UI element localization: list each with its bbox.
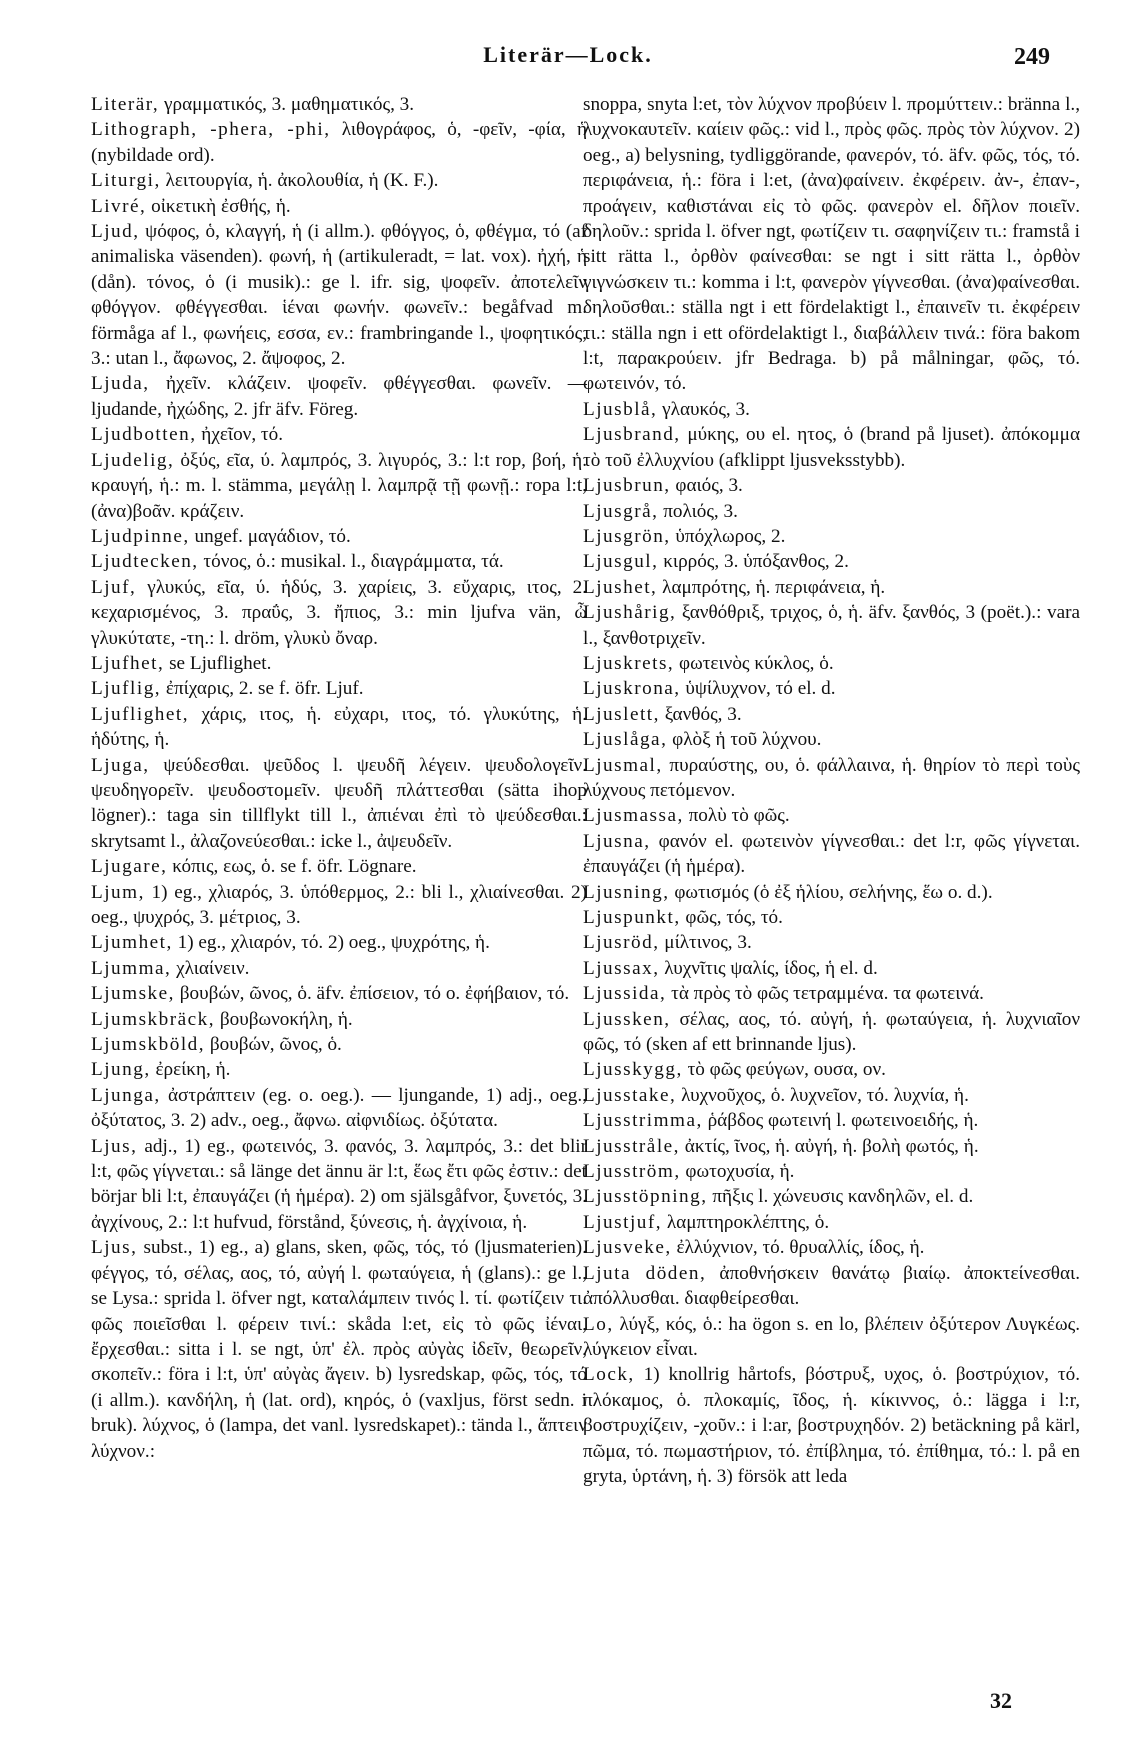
entry-definition: se Ljuflighet. (164, 652, 272, 674)
entry-headword: Ljumma, (91, 957, 172, 979)
entry-definition: τὰ πρὸς τὸ φῶς τετραμμένα. τα φωτεινά. (666, 983, 984, 1005)
dictionary-entry (91, 651, 587, 676)
entry-definition: σέλας, αος, τό. αὐγή, ἡ. φωταύγεια, ἡ. λυχνιαῖον φῶς, τό (sken af ett brinnande ljus). (583, 1008, 1080, 1056)
dictionary-entry (91, 676, 587, 701)
entry-headword: Ljusblå, (583, 398, 658, 420)
entry-definition: ἀστράπτειν (eg. o. oeg.). — ljungande, 1) adj., oeg., ὀξύτατος, 3. 2) adv., oeg., ἄφνω. αἰφνιδίως. ὀξύτατα. (91, 1084, 587, 1132)
dictionary-entry (583, 422, 1080, 473)
entry-headword: Ljusstråle, (583, 1135, 680, 1157)
right-column (583, 92, 1080, 1489)
signature-mark: 32 (990, 1688, 1012, 1713)
entry-definition: μύκης, ου el. ητος, ὁ (brand på ljuset). ἀπόκομμα τὸ τοῦ ἐλλυχνίου (afklippt ljusveksstybb). (583, 424, 1080, 471)
entry-headword: Ljusbrun, (583, 475, 671, 497)
entry-definition: λαμπρότης, ἡ. περιφάνεια, ἡ. (657, 576, 886, 598)
entry-definition: λιθογράφος, ὁ, -φεῖν, -φία, ἡ (nybildade ord). (91, 119, 587, 166)
entry-headword: Ljus, (91, 1135, 138, 1157)
dictionary-entry (91, 956, 587, 981)
entry-headword: Ljusström, (583, 1161, 681, 1183)
entry-headword: Ljumhet, (91, 932, 173, 954)
entry-headword: Ljudbotten, (91, 424, 197, 446)
dictionary-entry (91, 371, 587, 422)
dictionary-entry (583, 1261, 1080, 1312)
entry-headword: Ljussken, (583, 1008, 671, 1030)
dictionary-entry (583, 524, 1080, 549)
entry-headword: Livré, (91, 195, 147, 217)
entry-definition: λαμπτηροκλέπτης, ὁ. (662, 1211, 830, 1233)
dictionary-entry (583, 930, 1080, 955)
dictionary-entry (583, 1312, 1080, 1363)
entry-definition: ἀποθνήσκειν θανάτῳ βιαίῳ. ἀποκτείνεσθαι. ἀπόλλυσθαι. διαφθείρεσθαι. (583, 1262, 1080, 1310)
dictionary-entry (91, 854, 587, 879)
dictionary-entry (583, 753, 1080, 804)
dictionary-entry (91, 549, 587, 574)
dictionary-entry (91, 422, 587, 447)
left-column (91, 92, 587, 1464)
entry-headword: Ljumske, (91, 983, 175, 1005)
entry-definition: ξανθός, 3. (659, 703, 742, 725)
dictionary-entry (91, 524, 587, 549)
dictionary-entry (583, 829, 1080, 880)
entry-headword: Ljusna, (583, 830, 651, 852)
dictionary-entry (91, 194, 587, 219)
entry-definition: μίλτινος, 3. (659, 932, 752, 954)
dictionary-entry (91, 1083, 587, 1134)
dictionary-entry (583, 651, 1080, 676)
entry-headword: Ljuta döden, (583, 1262, 707, 1284)
entry-headword: Ljuskrets, (583, 652, 675, 674)
entry-headword: Ljus, (91, 1237, 138, 1259)
entry-headword: Ljusstrimma, (583, 1110, 703, 1132)
entry-definition: ψεύδεσθαι. ψεῦδος l. ψευδῆ λέγειν. ψευδολογεῖν. ψευδηγορεῖν. ψευδοστομεῖν. ψευδῆ πλάττεσθαι (sätta ihop lögner).: taga sin tillflykt till l., ἀπιέναι ἐπὶ τὸ ψεύδεσθαι.: skrytsamt l., ἀλαζονεύεσθαι.: icke l., ἀψευδεῖν. (91, 754, 587, 852)
entry-headword: Ljusgrön, (583, 525, 671, 547)
dictionary-entry (583, 1108, 1080, 1133)
entry-headword: Lock, (583, 1364, 635, 1386)
entry-definition: ῥάβδος φωτεινή l. φωτεινοειδής, ἡ. (702, 1110, 979, 1132)
entry-headword: Ljusgul, (583, 551, 659, 573)
entry-definition: φωτοχυσία, ἡ. (680, 1161, 795, 1183)
dictionary-entry (583, 1362, 1080, 1489)
entry-definition: ἐπίχαρις, 2. se f. öfr. Ljuf. (161, 678, 364, 700)
entry-headword: Ljusning, (583, 881, 670, 903)
dictionary-entry (91, 168, 587, 193)
dictionary-entry (91, 1235, 587, 1464)
dictionary-entry (91, 117, 587, 168)
dictionary-entry (91, 1134, 587, 1236)
entry-headword: Ljud, (91, 221, 140, 243)
entry-headword: Ljunga, (91, 1084, 161, 1106)
entry-headword: Ljuf, (91, 576, 137, 598)
entry-definition: 1) eg., χλιαρόν, τό. 2) oeg., ψυχρότης, ἡ. (172, 932, 490, 954)
entry-definition: χάρις, ιτος, ἡ. εὐχαρι, ιτος, τό. γλυκύτης, ἡ. ἡδύτης, ἡ. (91, 703, 587, 751)
dictionary-entry (583, 880, 1080, 905)
dictionary-entry (91, 448, 587, 524)
entry-definition: τὸ φῶς φεύγων, ουσα, ον. (682, 1059, 886, 1081)
entry-headword: Ljuslåga, (583, 729, 668, 751)
dictionary-entry (583, 1235, 1080, 1260)
dictionary-entry (583, 956, 1080, 981)
entry-headword: Ljushet, (583, 576, 658, 598)
entry-headword: Liturgi, (91, 170, 161, 192)
dictionary-entry (583, 1083, 1080, 1108)
entry-headword: Ljusmassa, (583, 805, 684, 827)
entry-headword: Lithograph, -phera, -phi, (91, 119, 331, 141)
dictionary-entry (91, 880, 587, 931)
entry-headword: Ljum, (91, 881, 145, 903)
entry-headword: Ljuda, (91, 373, 150, 395)
dictionary-entry (583, 549, 1080, 574)
running-head: Literär—Lock. (483, 42, 653, 67)
entry-definition: τόνος, ὁ.: musikal. l., διαγράμματα, τά. (198, 551, 504, 573)
dictionary-entry (583, 600, 1080, 651)
entry-headword: Ljusröd, (583, 932, 660, 954)
dictionary-entry (583, 1159, 1080, 1184)
dictionary-entry (91, 575, 587, 651)
dictionary-entry (583, 803, 1080, 828)
entry-definition: λύγξ, κός, ὁ.: ha ögon s. en lo, βλέπειν ὀξύτερον Λυγκέως. λύγκειον εἶναι. (583, 1313, 1080, 1360)
entry-definition: πολὺ τὸ φῶς. (683, 805, 790, 827)
entry-definition: ἠχεῖον, τό. (196, 424, 284, 446)
entry-definition: snoppa, snyta l:et, τὸν λύχνον προβύειν l. προμύττειν.: bränna l., λυχνοκαυτεῖν. καίειν φῶς.: vid l., πρὸς φῶς. πρὸς τὸν λύχνον. 2) oeg., a) belysning, tydliggörande, φανερόν, τό. äfv. φῶς, τός, τό. περιφάνεια, ἡ.: föra i l:et, (ἀνα)φαίνειν. ἐκφέρειν. ἀν-, ἐπαν-, προάγειν, καθιστάναι εἰς τὸ φῶς. φανερὸν el. δῆλον ποιεῖν. δηλοῦν.: sprida l. öfver ngt, φωτίζειν τι. σαφηνίζειν τι.: framstå i sitt rätta l., ὀρθὸν φαίνεσθαι: se ngt i sitt rätta l., ὀρθὸν γιγνώσκειν τι.: komma i l:t, φανερὸν γίγνεσθαι. (ἀνα)φαίνεσθαι. δηλοῦσθαι.: ställa ngt i ett fördelaktigt l., ἐπαινεῖν τι. ἐκφέρειν τι.: ställa ngn i ett ofördelaktigt l., διαβάλλειν τινά.: föra bakom l:t, παρακρούειν. jfr Bedraga. b) på målningar, φῶς, τό. φωτεινόν, τό. (583, 94, 1080, 395)
entry-definition: βουβωνοκήλη, ἡ. (215, 1008, 353, 1030)
entry-headword: Ljussida, (583, 983, 667, 1005)
entry-headword: Ljumskbräck, (91, 1008, 216, 1030)
entry-definition: ὑπόχλωρος, 2. (670, 525, 786, 547)
dictionary-entry (583, 1057, 1080, 1082)
entry-headword: Ljusbrand, (583, 424, 681, 446)
entry-definition: ξανθόθριξ, τριχος, ὁ, ἡ. äfv. ξανθός, 3 (poët.).: vara l., ξανθοτριχεῖν. (583, 602, 1080, 649)
dictionary-entry (583, 981, 1080, 1006)
entry-definition: ἐλλύχνιον, τό. θρυαλλίς, ίδος, ἡ. (671, 1237, 925, 1259)
entry-definition: πυραύστης, ου, ὁ. φάλλαινα, ἡ. θηρίον τὸ περὶ τοὺς λύχνους πετόμενον. (583, 754, 1080, 801)
entry-headword: Ljusmal, (583, 754, 663, 776)
entry-headword: Ljudelig, (91, 449, 175, 471)
dictionary-entry (583, 499, 1080, 524)
dictionary-entry (91, 1057, 587, 1082)
entry-definition: adj., 1) eg., φωτεινός, 3. φανός, 3. λαμπρός, 3.: det blir l:t, φῶς γίγνεται.: så länge det ännu är l:t, ἕως ἔτι φῶς ἐστιν.: det börjar bli l:t, ἐπαυγάζει (ἡ ἡμέρα). 2) om själsgåfvor, ξυνετός, 3. ἀγχίνους, 2.: l:t hufvud, förstånd, ξύνεσις, ἡ. ἀγχίνοια, ἡ. (91, 1135, 587, 1233)
entry-headword: Ljusstöpning, (583, 1186, 708, 1208)
entry-headword: Ljusskygg, (583, 1059, 683, 1081)
entry-definition: κιρρός, 3. ὑπόξανθος, 2. (658, 551, 849, 573)
entry-definition: λυχνοῦχος, ὁ. λυχνεῖον, τό. λυχνία, ἡ. (676, 1084, 969, 1106)
entry-definition: 1) eg., χλιαρός, 3. ὑπόθερμος, 2.: bli l., χλιαίνεσθαι. 2) oeg., ψυχρός, 3. μέτριος, 3. (91, 881, 587, 928)
entry-definition: φωτισμός (ὁ ἐξ ἡλίου, σελήνης, ἕω o. d.). (669, 881, 993, 903)
dictionary-entry (583, 1007, 1080, 1058)
entry-headword: Literär, (91, 94, 160, 115)
entry-headword: Ljumskböld, (91, 1034, 206, 1056)
page-number: 249 (1014, 44, 1050, 70)
dictionary-entry (583, 727, 1080, 752)
dictionary-entry (91, 981, 587, 1006)
entry-headword: Ljugare, (91, 856, 168, 878)
entry-definition: ἐρείκη, ἡ. (150, 1059, 231, 1081)
entry-definition: οἰκετικὴ ἐσθής, ἡ. (146, 195, 291, 217)
entry-definition: φλὸξ ἡ τοῦ λύχνου. (667, 729, 822, 751)
dictionary-entry (91, 219, 587, 371)
dictionary-entry (91, 1007, 587, 1032)
entry-headword: Ljuga, (91, 754, 150, 776)
entry-definition: ὑψίλυχνον, τό el. d. (680, 678, 836, 700)
entry-headword: Ljusstake, (583, 1084, 677, 1106)
entry-definition: ὀξύς, εῖα, ύ. λαμπρός, 3. λιγυρός, 3.: l:t rop, βοή, ἡ. κραυγή, ἡ.: m. l. stämma, μεγάλῃ l. λαμπρᾷ τῇ φωνῇ.: ropa l:t, (ἀνα)βοᾶν. κράζειν. (91, 449, 587, 522)
dictionary-entry (583, 1134, 1080, 1159)
entry-definition: ψόφος, ὁ, κλαγγή, ἡ (i allm.). φθόγγος, ὁ, φθέγμα, τό (af animaliska väsenden). φωνή, ἡ (artikuleradt, = lat. vox). ἠχή, ἡ (dån). τόνος, ὁ (i musik).: ge l. ifr. sig, ψοφεῖν. ἀποτελεῖν φθόγγον. φθέγγεσθαι. ἱέναι φωνήν. φωνεῖν.: begåfvad m. förmåga af l., φωνήεις, εσσα, εν.: frambringande l., ψοφητικός, 3.: utan l., ἄφωνος, 2. ἄψοφος, 2. (91, 221, 587, 370)
entry-headword: Ljuspunkt, (583, 907, 681, 928)
entry-headword: Ljung, (91, 1059, 151, 1081)
entry-definition: πολιός, 3. (658, 500, 738, 522)
entry-definition: subst., 1) eg., a) glans, sken, φῶς, τός, τό (ljusmaterien). φέγγος, τό, σέλας, αος, τό, αὐγή l. φωταύγεια, ἡ (glans).: ge l., se Lysa.: sprida l. öfver ngt, καταλάμπειν τινός l. τί. φωτίζειν τι. φῶς ποιεῖσθαι l. φέρειν τινί.: skåda l:et, εἰς τὸ φῶς ἰέναι, ἔρχεσθαι.: sitta i l. se ngt, ὑπ' ἐλ. πρὸς αὐγὰς ἰδεῖν, θεωρεῖν, σκοπεῖν.: föra i l:t, ὑπ' αὐγὰς ἄγειν. b) lysredskap, φῶς, τός, τό (i allm.). κανδήλη, ἡ (lat. ord), κηρός, ὁ (vaxljus, först sedn. i bruk). λύχνος, ὁ (lampa, det vanl. lysredskapet).: tända l., ἅπτειν λύχνον.: (91, 1237, 587, 1462)
entry-headword: Ljuslett, (583, 703, 660, 725)
dictionary-entry (583, 905, 1080, 930)
entry-definition: φανόν el. φωτεινὸν γίγνεσθαι.: det l:r, φῶς γίγνεται. ἐπαυγάζει (ἡ ἡμέρα). (583, 830, 1080, 878)
entry-headword: Ljusveke, (583, 1237, 672, 1259)
entry-headword: Lo, (583, 1313, 614, 1335)
entry-definition: ἀκτίς, ῖνος, ἡ. αὐγή, ἡ. βολὴ φωτός, ἡ. (679, 1135, 979, 1157)
entry-definition: 1) knollrig hårtofs, βόστρυξ, υχος, ὁ. βοστρύχιον, τό. πλόκαμος, ὁ. πλοκαμίς, ῖδος, ἡ. κίκιννος, ὁ.: lägga i l:r, βοστρυχίζειν, -χοῦν.: i l:ar, βοστρυχηδόν. 2) betäckning på kärl, πῶμα, τό. πωμαστήριον, τό. ἐπίβλημα, τό. ἐπίθημα, τό.: l. på en gryta, ὑρτάνη, ἡ. 3) försök att leda (583, 1364, 1080, 1487)
entry-definition: λυχνῖτις ψαλίς, ίδος, ἡ el. d. (659, 957, 878, 979)
entry-definition: λειτουργία, ἡ. ἀκολουθία, ἡ (K. F.). (160, 170, 439, 192)
entry-definition: φῶς, τός, τό. (680, 907, 783, 928)
entry-headword: Ljuflig, (91, 678, 162, 700)
dictionary-entry (583, 1184, 1080, 1209)
entry-headword: Ljuflighet, (91, 703, 190, 725)
entry-definition: κόπις, εως, ὁ. se f. öfr. Lögnare. (167, 856, 417, 878)
entry-headword: Ljushårig, (583, 602, 677, 624)
entry-definition: γλυκύς, εῖα, ύ. ἡδύς, 3. χαρίεις, 3. εὔχαρις, ιτος, 2. κεχαρισμένος, 3. πραΰς, 3. ἤπιος, 3.: min ljufva vän, ὦ γλυκύτατε, -τη.: l. dröm, γλυκὺ ὄναρ. (91, 576, 587, 649)
entry-headword: Ljuskrona, (583, 678, 681, 700)
entry-definition: φαιός, 3. (670, 475, 743, 497)
dictionary-entry (91, 930, 587, 955)
entry-definition: γλαυκός, 3. (657, 398, 750, 420)
dictionary-entry (91, 92, 587, 117)
dictionary-entry (583, 397, 1080, 422)
dictionary-entry (583, 1210, 1080, 1235)
dictionary-entry (583, 676, 1080, 701)
dictionary-entry (583, 575, 1080, 600)
entry-definition: γραμματικός, 3. μαθηματικός, 3. (159, 94, 415, 115)
entry-definition: πῆξις l. χώνευσις κανδηλῶν, el. d. (707, 1186, 974, 1208)
dictionary-entry (91, 753, 587, 855)
entry-headword: Ljufhet, (91, 652, 165, 674)
entry-headword: Ljustjuf, (583, 1211, 663, 1233)
entry-definition: φωτεινὸς κύκλος, ὁ. (674, 652, 834, 674)
dictionary-entry (583, 473, 1080, 498)
entry-definition: βουβών, ῶνος, ὁ. (205, 1034, 342, 1056)
entry-headword: Ljussax, (583, 957, 660, 979)
entry-definition: ungef. μαγάδιον, τό. (189, 525, 351, 547)
entry-headword: Ljusgrå, (583, 500, 659, 522)
entry-definition: βουβών, ῶνος, ὁ. äfv. ἐπίσειον, τό o. ἐφήβαιον, τό. (174, 983, 570, 1005)
entry-headword: Ljudtecken, (91, 551, 199, 573)
dictionary-entry (91, 1032, 587, 1057)
entry-definition: χλιαίνειν. (171, 957, 250, 979)
dictionary-entry (91, 702, 587, 753)
entry-headword: Ljudpinne, (91, 525, 190, 547)
dictionary-entry (583, 702, 1080, 727)
entry-definition: ἠχεῖν. κλάζειν. ψοφεῖν. φθέγγεσθαι. φωνεῖν. — ljudande, ἠχώδης, 2. jfr äfv. Föreg. (91, 373, 587, 420)
dictionary-entry (583, 92, 1080, 397)
